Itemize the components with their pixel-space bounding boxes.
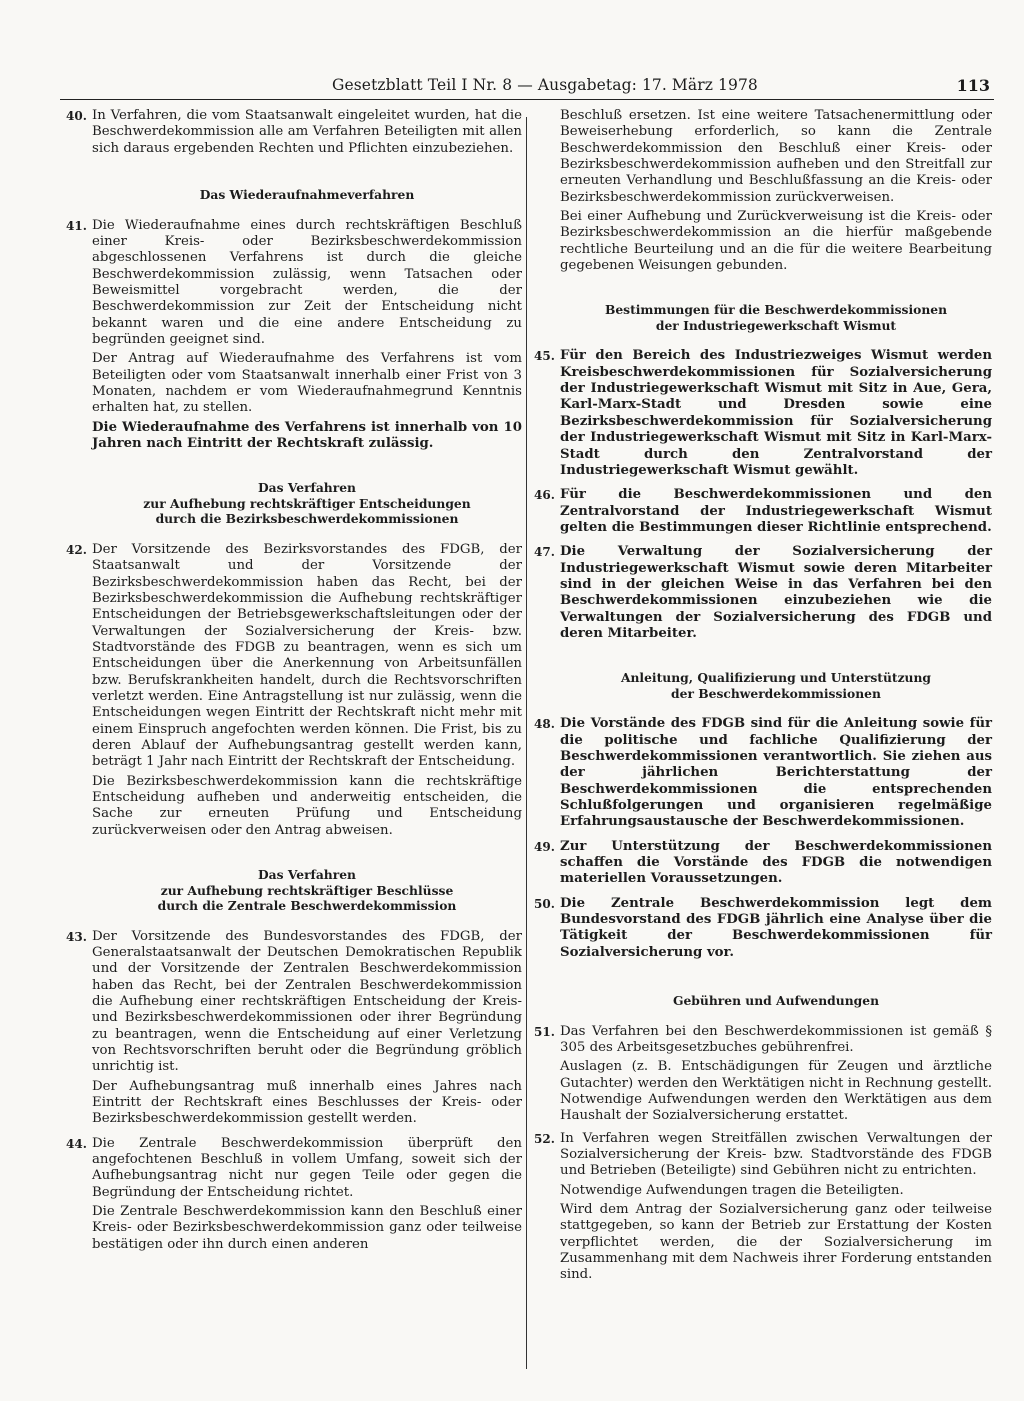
section-paragraph: Das Verfahren bei den Beschwerdekommissionen ist gemäß § 305 des Arbeitsgesetzbuches gebührenfrei.: [560, 1023, 992, 1055]
section-51: [534, 1024, 992, 1125]
section-paragraph: Der Vorsitzende des Bundesvorstandes des FDGB, der Generalstaatsanwalt der Deutschen Demokratischen Republik und der Vorsitzende der Zentralen Beschwerdekommission haben das Recht, bei der Zentralen Beschwerdekommission die Aufhebung einer rechtskräftigen Entscheidung der Kreis- und Bezirksbeschwerdekommissionen oder ihrer Begründung zu beantragen, wenn die Entscheidung auf einer Verletzung von Rechtsvorschriften beruht oder die Begründung gröblich unrichtig ist.: [92, 928, 522, 1075]
heading-gebuehren: [560, 993, 992, 1009]
section-44: [66, 1136, 522, 1253]
section-number: 41.: [66, 218, 87, 233]
section-number: 52.: [534, 1131, 555, 1146]
column-divider: [526, 117, 527, 1369]
section-45: [534, 348, 992, 479]
section-41: [66, 218, 522, 453]
heading-line: zur Aufhebung rechtskräftiger Beschlüsse: [160, 882, 454, 898]
right-column: [534, 108, 992, 1288]
section-49: [534, 839, 992, 888]
section-paragraph: Die Vorstände des FDGB sind für die Anleitung sowie für die politische und fachliche Qualifizierung der Beschwerdekommissionen verantwortlich. Sie ziehen aus der jährlichen Berichterstattung der Beschwerdekommissionen die entsprechenden Schlußfolgerungen und organisieren regelmäßige Erfahrungsaustausche der Beschwerdekommissionen.: [560, 716, 992, 830]
section-paragraph: Für den Bereich des Industriezweiges Wismut werden Kreisbeschwerdekommissionen für Sozialversicherung der Industriegewerkschaft Wismut mit Sitz in Aue, Gera, Karl-Marx-Stadt und Dresden sowie eine Bezirksbeschwerdekommission für Sozialversicherung der Industriegewerkschaft Wismut mit Sitz in Karl-Marx-Stadt durch den Zentralvorstand der Industriegewerkschaft Wismut gewählt.: [560, 348, 992, 478]
section-44-continued: [560, 108, 992, 274]
section-46: [534, 487, 992, 536]
section-number: 43.: [66, 929, 87, 944]
heading-line: durch die Bezirksbeschwerdekommissionen: [155, 511, 459, 527]
section-50: [534, 896, 992, 961]
heading-wiederaufnahme: [92, 187, 522, 203]
section-47: [534, 544, 992, 642]
section-paragraph: In Verfahren, die vom Staatsanwalt eingeleitet wurden, hat die Beschwerdekommission alle am Verfahren Beteiligten mit allen sich daraus ergebenden Rechten und Pflichten einzubeziehen.: [92, 108, 522, 156]
section-paragraph: Die Wiederaufnahme eines durch rechtskräftigen Beschluß einer Kreis- oder Bezirksbeschwerdekommission abgeschlossenen Verfahrens ist durch die gleiche Beschwerdekommission zulässig, wenn Tatsachen oder Beweismittel vorgebracht werden, die der Beschwerdekommission zur Zeit der Entscheidung nicht bekannt waren und die eine andere Entscheidung zu begründen geeignet sind.: [92, 217, 522, 347]
section-43: [66, 929, 522, 1128]
section-42: [66, 542, 522, 839]
header-rule: [60, 99, 994, 100]
section-paragraph: Die Zentrale Beschwerdekommission legt dem Bundesvorstand des FDGB jährlich eine Analyse über die Tätigkeit der Beschwerdekommissionen für Sozialversicherung vor.: [560, 895, 992, 960]
section-paragraph: Die Zentrale Beschwerdekommission kann den Beschluß einer Kreis- oder Bezirksbeschwerdekommission ganz oder teilweise bestätigen oder ihn durch einen anderen: [92, 1204, 522, 1252]
heading-line: zur Aufhebung rechtskräftiger Entscheidungen: [143, 495, 471, 511]
heading-line: der Industriegewerkschaft Wismut: [655, 317, 897, 333]
heading-line: Das Wiederaufnahmeverfahren: [199, 187, 415, 203]
left-column: [66, 108, 522, 1257]
heading-line: Anleitung, Qualifizierung und Unterstützung: [620, 670, 932, 686]
section-paragraph: Für die Beschwerdekommissionen und den Zentralvorstand der Industriegewerkschaft Wismut gelten die Bestimmungen dieser Richtlinie entsprechend.: [560, 487, 992, 535]
heading-line: Bestimmungen für die Beschwerdekommissionen: [604, 302, 948, 318]
section-number: 40.: [66, 109, 87, 123]
section-paragraph: In Verfahren wegen Streitfällen zwischen Verwaltungen der Sozialversicherung der Kreis- bzw. Stadtvorstände des FDGB und Betrieben (Beteiligte) sind Gebühren nicht zu entrichten.: [560, 1130, 992, 1179]
section-paragraph: Die Wiederaufnahme des Verfahrens ist innerhalb von 10 Jahren nach Eintritt der Rechtskraft zulässig.: [92, 419, 522, 451]
section-paragraph: Wird dem Antrag der Sozialversicherung ganz oder teilweise stattgegeben, so kann der Betrieb zur Erstattung der Kosten verpflichtet werden, die der Sozialversicherung im Zusammenhang mit dem Nachweis ihrer Forderung entstanden sind.: [560, 1202, 992, 1283]
heading-line: Das Verfahren: [258, 480, 356, 496]
section-paragraph: Die Bezirksbeschwerdekommission kann die rechtskräftige Entscheidung aufheben und anderweitig entscheiden, die Sache zur erneuten Prüfung und Entscheidung zurückverweisen oder den Antrag abweisen.: [92, 773, 522, 838]
section-paragraph: Die Verwaltung der Sozialversicherung der Industriegewerkschaft Wismut sowie deren Mitarbeiter sind in der gleichen Weise in das Verfahren bei den Beschwerdekommissionen einzubeziehen wie die Verwaltungen der Sozialversicherung des FDGB und deren Mitarbeiter.: [560, 544, 992, 641]
page-header: [60, 76, 994, 100]
heading-line: Gebühren und Aufwendungen: [672, 993, 880, 1009]
section-paragraph: Notwendige Aufwendungen tragen die Beteiligten.: [560, 1182, 904, 1198]
section-paragraph: Der Antrag auf Wiederaufnahme des Verfahrens ist vom Beteiligten oder vom Staatsanwalt innerhalb einer Frist von 3 Monaten, nachdem er vom Wiederaufnahmegrund Kenntnis erhalten hat, zu stellen.: [92, 351, 522, 416]
section-number: 45.: [534, 349, 555, 364]
section-number: 51.: [534, 1024, 555, 1039]
page-number: 113: [956, 76, 990, 95]
section-48: [534, 716, 992, 830]
section-paragraph: Beschluß ersetzen. Ist eine weitere Tatsachenermittlung oder Beweiserhebung erforderlich, so kann die Zentrale Beschwerdekommission den Beschluß einer Kreis- oder Bezirksbeschwerdekommission aufheben und den Streitfall zur erneuten Verhandlung und Beschlußfassung an die Kreis- oder Bezirksbeschwerdekommission zurückverweisen.: [560, 108, 992, 205]
section-40: [66, 108, 522, 157]
section-number: 47.: [534, 545, 555, 560]
header-title: Gesetzblatt Teil I Nr. 8 — Ausgabetag: 17. März 1978: [332, 76, 758, 94]
heading-aufhebung-zentral: [92, 867, 522, 914]
section-number: 44.: [66, 1136, 87, 1151]
heading-anleitung: [560, 670, 992, 701]
section-number: 48.: [534, 717, 555, 732]
section-paragraph: Die Zentrale Beschwerdekommission überprüft den angefochtenen Beschluß in vollem Umfang, soweit sich der Aufhebungsantrag nicht nur gegen Teile oder gegen die Begründung der Entscheidung richtet.: [92, 1135, 522, 1200]
section-paragraph: Zur Unterstützung der Beschwerdekommissionen schaffen die Vorstände des FDGB die notwendigen materiellen Voraussetzungen.: [560, 838, 992, 887]
section-number: 50.: [534, 896, 555, 911]
heading-line: der Beschwerdekommissionen: [671, 685, 881, 701]
section-number: 46.: [534, 488, 555, 503]
section-number: 42.: [66, 542, 87, 557]
heading-wismut: [560, 302, 992, 333]
section-number: 49.: [534, 839, 555, 854]
heading-aufhebung-bezirk: [92, 480, 522, 527]
heading-line: durch die Zentrale Beschwerdekommission: [157, 898, 457, 914]
section-paragraph: Der Vorsitzende des Bezirksvorstandes des FDGB, der Staatsanwalt und der Vorsitzende der Bezirksbeschwerdekommission haben das Recht, bei der Bezirksbeschwerdekommission die Aufhebung rechtskräftiger Entscheidungen der Betriebsgewerkschaftsleitungen oder der Verwaltungen der Sozialversicherung der Kreis- bzw. Stadtvorstände des FDGB zu beantragen, wenn es sich um Entscheidungen über die Anerkennung von Arbeitsunfällen bzw. Berufskrankheiten handelt, durch die Rechtsvorschriften verletzt werden. Eine Antragstellung ist nur zulässig, wenn die Entscheidungen wegen Eintritt der Rechtskraft nicht mehr mit einem Einspruch angefochten werden können. Die Frist, bis zu deren Ablauf der Aufhebungsantrag gestellt werden kann, beträgt 1 Jahr nach Eintritt der Rechtskraft der Entscheidung.: [92, 541, 522, 770]
section-paragraph: Auslagen (z. B. Entschädigungen für Zeugen und ärztliche Gutachter) werden den Werktätigen nicht in Rechnung gestellt. Notwendige Aufwendungen werden den Werktätigen aus dem Haushalt der Sozialversicherung erstattet.: [560, 1059, 992, 1124]
section-paragraph: Der Aufhebungsantrag muß innerhalb eines Jahres nach Eintritt der Rechtskraft eines Beschlusses der Kreis- oder Bezirksbeschwerdekommission gestellt werden.: [92, 1078, 522, 1127]
section-52: [534, 1131, 992, 1284]
heading-line: Das Verfahren: [258, 867, 356, 883]
section-paragraph: Bei einer Aufhebung und Zurückverweisung ist die Kreis- oder Bezirksbeschwerdekommission an die hierfür maßgebende rechtliche Beurteilung und an die für die weitere Bearbeitung gegebenen Weisungen gebunden.: [560, 209, 992, 274]
